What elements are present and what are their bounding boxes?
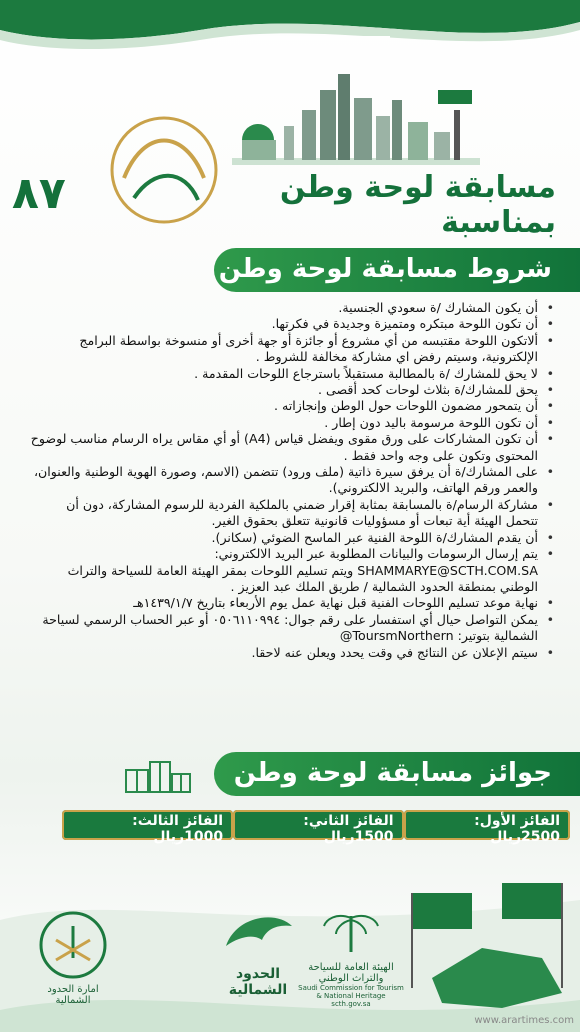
watermark: www.arartimes.com (474, 1015, 574, 1026)
prize-third: الفائز الثالث: 1000ريال (62, 810, 233, 840)
page-title: مسابقة لوحة وطن بمناسبة (279, 170, 556, 240)
rules-list (30, 300, 556, 661)
rule-item: • مشاركة الرسام/ة بالمسابقة بمثابة إقرار ضمني بالملكية الفردية للرسوم المشاركة، دون أن تتحمل الهيئة أية تبعات أو مسؤوليات قانونية تتعلق بحقوق الغير. (30, 497, 556, 530)
anniversary-number: ٨٧ (12, 168, 66, 219)
rule-item: • أن تكون اللوحة مبتكره ومتميزة وجديدة في فكرتها. (30, 316, 556, 332)
rule-item: • أن يقدم المشارك/ة اللوحة الفنية عبر الماسح الضوئي (سكانر). (30, 530, 556, 546)
gift-icon (124, 752, 192, 794)
rules-section-header (214, 248, 580, 292)
saudi-flags-map-illustration (402, 878, 572, 1013)
rules-section-title: شروط مسابقة لوحة وطن (218, 254, 552, 284)
emirate-logo (30, 910, 116, 1006)
rule-item: • أن يكون المشارك /ة سعودي الجنسية. (30, 300, 556, 316)
rule-item: • ألاتكون اللوحة مقتبسه من أي مشروع أو جائزة أو جهة أخرى أو منسوخة بواسطة البرامج الإلكترونية، وسيتم رفض اي مشاركة مخالفة للشروط . (30, 333, 556, 366)
rule-item: • يحق للمشارك/ة بثلاث لوحات كحد أقصى . (30, 382, 556, 398)
scth-name-en: Saudi Commission for Tourism & National Heritage (298, 984, 404, 1000)
city-skyline (232, 70, 480, 165)
emblem-icon (30, 910, 116, 980)
rule-item: • لا يحق للمشارك /ة بالمطالبة مستقبلاً باسترجاع اللوحات المقدمة . (30, 366, 556, 382)
northern-borders-logo (216, 906, 300, 998)
top-wave-decoration (0, 0, 580, 60)
rule-item: • يمكن التواصل حيال أي استفسار على رقم جوال: ٠٥٠٦١١٠٩٩٤ أو عبر الحساب الرسمي لسياحة الشمالية بتوتير: ToursmNorthern@ (30, 612, 556, 645)
rule-item: • على المشارك/ة أن يرفق سيرة ذاتية (ملف ورود) تتضمن (الاسم، وصورة الهوية الوطنية والعنوان، والعمر ورقم الهاتف، والبريد الالكتروني). (30, 464, 556, 497)
prizes-row (62, 810, 570, 845)
rule-item: • نهاية موعد تسليم اللوحات الفنية قبل نهاية عمل يوم الأربعاء بتاريخ ١٤٣٩/١/٧هـ (30, 595, 556, 611)
prizes-section-header (214, 752, 580, 796)
rule-item: • سيتم الإعلان عن النتائج في وقت يحدد ويعلن عنه لاحقا. (30, 645, 556, 661)
region-name: الحدود الشمالية (228, 966, 288, 998)
rule-item: • أن يتمحور مضمون اللوحات حول الوطن وإنجازاته . (30, 398, 556, 414)
rule-item: • أن تكون اللوحة مرسومة باليد دون إطار . (30, 415, 556, 431)
rule-item: • أن تكون المشاركات على ورق مقوى ويفضل قياس (A4) أو أي مقاس يراه الرسام مناسب لوضوح المحتوى وتكون على وجه واحد فقط . (30, 431, 556, 464)
prize-second: الفائز الثاني: 1500ريال (233, 810, 403, 840)
prize-first: الفائز الأول: 2500ريال (404, 810, 570, 840)
scth-logo (296, 908, 406, 1008)
scth-url: scth.gov.sa (331, 1000, 371, 1008)
prizes-section-title: جوائز مسابقة لوحة وطن (233, 758, 552, 788)
palm-tree-icon (296, 908, 406, 958)
eagle-icon (216, 906, 300, 962)
emirate-name: امارة الحدود الشمالية (47, 984, 99, 1006)
scth-name: الهيئة العامة للسياحة والتراث الوطني (308, 962, 394, 984)
rule-item: • يتم إرسال الرسومات والبيانات المطلوبة عبر البريد الالكتروني: SHAMMARYE@SCTH.COM.SA ويتم تسليم اللوحات بمقر الهيئة العامة للسياحة والتراث الوطني بمنطقة الحدود الشمالية / طريق الملك عبد العزيز . (30, 546, 556, 595)
